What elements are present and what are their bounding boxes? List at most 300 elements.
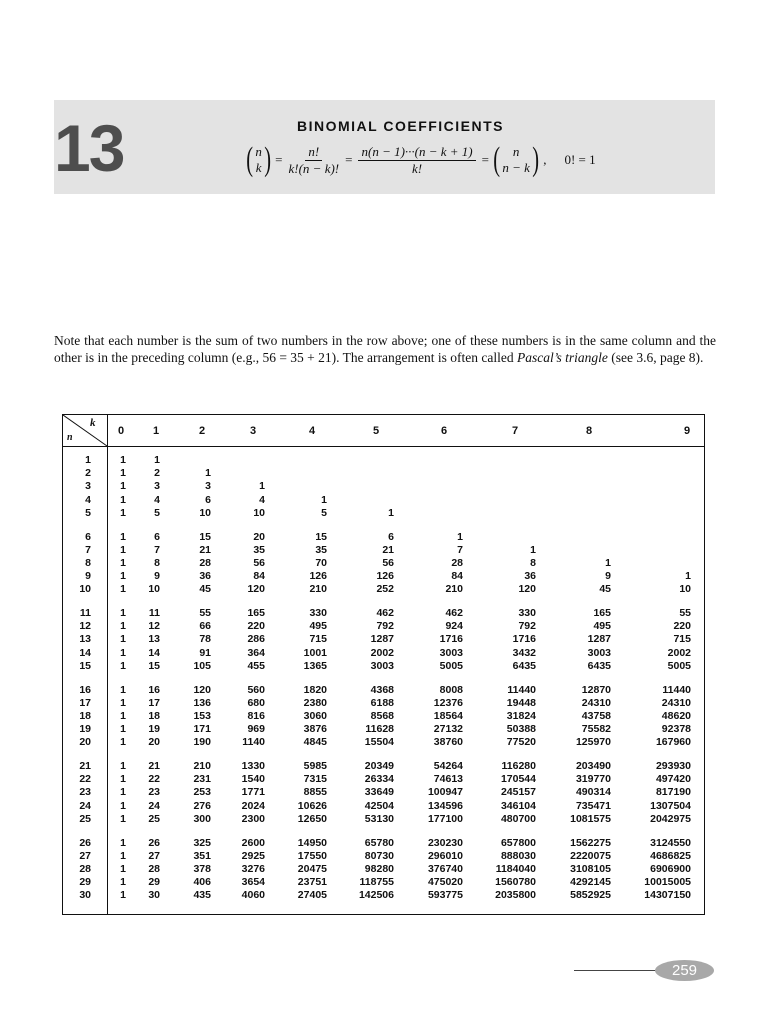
row-label-n-11: 11: [79, 607, 91, 619]
formula-fraction-1: [289, 144, 340, 177]
row-label-n-25: 25: [79, 812, 91, 825]
table-cell: 2380: [303, 696, 327, 709]
table-cell: 22: [148, 773, 160, 786]
row-label-n-30: 30: [79, 889, 91, 902]
table-cell: 253: [193, 786, 211, 799]
table-cell: 23: [148, 786, 160, 799]
row-label-n-7: 7: [85, 543, 91, 556]
row-label-n-8: 8: [85, 556, 91, 569]
table-cell: 14307150: [644, 889, 691, 902]
formula-binom-lhs: [255, 144, 262, 176]
table-cell: 1: [120, 556, 126, 569]
table-cell: 1: [120, 583, 126, 596]
table-cell: 177100: [427, 812, 463, 825]
table-cell: 29: [148, 876, 160, 889]
table-cell: 100947: [427, 786, 463, 799]
table-cell: 20349: [364, 760, 394, 772]
formula-frac1-denominator: k!(n − k)!: [288, 160, 340, 176]
table-cell: 8855: [303, 786, 327, 799]
table-cell: 792: [518, 620, 536, 633]
table-cell: 171: [193, 723, 211, 736]
table-cell: 1: [120, 773, 126, 786]
table-cell: 120: [193, 683, 211, 696]
corner-label-n: n: [67, 432, 73, 443]
table-cell: 276: [193, 799, 211, 812]
formula-frac1-numerator: n!: [305, 144, 322, 161]
table-cell: 126: [309, 570, 327, 583]
table-cell: 70: [315, 556, 327, 569]
table-cell: 26: [148, 836, 160, 849]
table-cell: 3876: [303, 723, 327, 736]
column-header-k-7: 7: [511, 425, 519, 437]
row-label-n-15: 15: [79, 659, 91, 672]
table-cell: 3654: [241, 876, 265, 889]
table-cell: 28: [451, 556, 463, 569]
row-label-n-6: 6: [85, 530, 91, 543]
table-cell: 5005: [439, 659, 463, 672]
table-cell: 406: [193, 876, 211, 889]
table-cell: 1: [259, 480, 265, 493]
table-cell: 210: [309, 583, 327, 596]
table-cell: 74613: [433, 773, 463, 786]
row-label-n-5: 5: [85, 506, 91, 519]
row-label-n-12: 12: [79, 620, 91, 633]
table-cell: 1184040: [495, 862, 536, 875]
formula-fraction-2: [358, 144, 475, 177]
table-cell: 593775: [427, 889, 463, 902]
table-cell: 1: [120, 760, 126, 772]
table-cell: 1: [120, 723, 126, 736]
table-cell: 1: [388, 506, 394, 519]
table-cell: 210: [445, 583, 463, 596]
table-cell: 3060: [303, 709, 327, 722]
table-cell: 3003: [587, 646, 611, 659]
table-cell: 33649: [364, 786, 394, 799]
table-cell: 5: [154, 506, 160, 519]
column-header-k-8: 8: [585, 425, 593, 437]
note-text-after: (see 3.6, page 8).: [607, 350, 704, 365]
column-header-k-3: 3: [249, 425, 257, 437]
table-cell: 816: [247, 709, 265, 722]
table-cell: 888030: [500, 849, 536, 862]
table-cell: 4292145: [570, 876, 611, 889]
page-number: 259: [655, 960, 714, 981]
table-cell: 1: [120, 696, 126, 709]
table-cell: 27405: [297, 889, 327, 902]
table-cell: 28: [148, 862, 160, 875]
table-cell: 18: [148, 709, 160, 722]
row-label-n-14: 14: [79, 646, 91, 659]
table-cell: 66: [199, 620, 211, 633]
table-cell: 55: [679, 607, 691, 619]
row-label-n-22: 22: [79, 773, 91, 786]
table-cell: 735471: [575, 799, 611, 812]
table-cell: 1: [605, 556, 611, 569]
table-cell: 475020: [427, 876, 463, 889]
table-cell: 165: [593, 607, 611, 619]
table-cell: 56: [382, 556, 394, 569]
table-cell: 462: [376, 607, 394, 619]
table-cell: 170544: [500, 773, 536, 786]
table-cell: 5852925: [570, 889, 611, 902]
table-cell: 4: [259, 493, 265, 506]
table-cell: 21: [199, 543, 211, 556]
table-cell: 26334: [364, 773, 394, 786]
table-cell: 24310: [581, 696, 611, 709]
formula-lhs-top: n: [255, 144, 262, 159]
table-cell: 84: [451, 570, 463, 583]
table-cell: 17550: [297, 849, 327, 862]
table-cell: 120: [518, 583, 536, 596]
table-cell: 455: [247, 659, 265, 672]
table-cell: 1: [120, 620, 126, 633]
table-cell: 10626: [297, 799, 327, 812]
table-cell: 1: [120, 876, 126, 889]
table-cell: 1: [120, 633, 126, 646]
table-cell: 1: [120, 889, 126, 902]
table-cell: 364: [247, 646, 265, 659]
formula-paren-open: (: [246, 141, 254, 178]
column-header-k-5: 5: [372, 425, 380, 437]
table-cell: 3276: [241, 862, 265, 875]
table-cell: 50388: [506, 723, 536, 736]
table-cell: 1: [120, 812, 126, 825]
table-cell: 43758: [581, 709, 611, 722]
table-cell: 8568: [370, 709, 394, 722]
table-cell: 495: [309, 620, 327, 633]
table-cell: 10: [199, 506, 211, 519]
table-cell: 2002: [667, 646, 691, 659]
table-cell: 3003: [370, 659, 394, 672]
table-cell: 495: [593, 620, 611, 633]
table-cell: 8: [530, 556, 536, 569]
table-cell: 1: [120, 786, 126, 799]
table-cell: 230230: [427, 836, 463, 849]
table-cell: 4060: [241, 889, 265, 902]
chapter-title: BINOMIAL COEFFICIENTS: [297, 118, 505, 134]
table-cell: 53130: [364, 812, 394, 825]
table-cell: 252: [376, 583, 394, 596]
table-cell: 1: [457, 530, 463, 543]
table-cell: 118755: [359, 876, 394, 889]
table-cell: 1: [120, 683, 126, 696]
table-cell: 969: [247, 723, 265, 736]
formula-equals: =: [481, 152, 489, 167]
table-cell: 924: [445, 620, 463, 633]
table-cell: 75582: [581, 723, 611, 736]
table-cell: 245157: [500, 786, 536, 799]
row-label-n-24: 24: [79, 799, 91, 812]
table-cell: 15: [148, 659, 160, 672]
table-cell: 136: [193, 696, 211, 709]
table-cell: 480700: [500, 812, 536, 825]
table-cell: 25: [148, 812, 160, 825]
table-cell: 1001: [303, 646, 327, 659]
table-cell: 65780: [364, 836, 394, 849]
row-label-n-9: 9: [85, 570, 91, 583]
table-cell: 167960: [655, 736, 691, 749]
table-cell: 54264: [433, 760, 463, 772]
table-cell: 91: [199, 646, 211, 659]
row-label-n-4: 4: [85, 493, 91, 506]
formula-lhs-bottom: k: [255, 160, 262, 175]
table-cell: 715: [309, 633, 327, 646]
table-cell: 220: [247, 620, 265, 633]
table-cell: 20: [148, 736, 160, 749]
table-cell: 27: [148, 849, 160, 862]
table-cell: 490314: [575, 786, 611, 799]
table-cell: 31824: [506, 709, 536, 722]
table-cell: 2042975: [650, 812, 691, 825]
table-cell: 14: [148, 646, 160, 659]
table-cell: 116280: [501, 760, 536, 772]
table-cell: 203490: [575, 760, 611, 772]
table-cell: 1: [120, 467, 126, 480]
table-cell: 300: [193, 812, 211, 825]
table-cell: 20475: [297, 862, 327, 875]
table-cell: 462: [445, 607, 463, 619]
table-cell: 1: [120, 480, 126, 493]
table-cell: 330: [518, 607, 536, 619]
table-cell: 1820: [303, 683, 327, 696]
row-label-n-13: 13: [79, 633, 91, 646]
row-label-separator: [107, 415, 108, 914]
table-cell: 38760: [433, 736, 463, 749]
formula-zero-factorial: 0! = 1: [564, 152, 596, 167]
table-cell: 1: [120, 849, 126, 862]
table-cell: 1: [120, 709, 126, 722]
table-cell: 2600: [241, 836, 265, 849]
table-cell: 8: [154, 556, 160, 569]
table-cell: 3432: [512, 646, 536, 659]
row-label-n-20: 20: [79, 736, 91, 749]
table-cell: 1: [120, 836, 126, 849]
table-cell: 2: [154, 467, 160, 480]
table-cell: 1: [120, 862, 126, 875]
table-cell: 16: [148, 683, 160, 696]
table-cell: 4686825: [650, 849, 691, 862]
table-cell: 1: [120, 799, 126, 812]
table-cell: 12: [148, 620, 160, 633]
table-cell: 92378: [661, 723, 691, 736]
row-label-n-1: 1: [85, 454, 91, 466]
column-header-k-2: 2: [198, 425, 206, 437]
table-cell: 21: [382, 543, 394, 556]
table-cell: 3124550: [650, 836, 691, 849]
table-cell: 19448: [506, 696, 536, 709]
row-label-n-23: 23: [79, 786, 91, 799]
table-cell: 1: [685, 570, 691, 583]
table-cell: 5005: [667, 659, 691, 672]
table-cell: 48620: [661, 709, 691, 722]
table-cell: 715: [673, 633, 691, 646]
table-cell: 293930: [655, 760, 691, 772]
row-label-n-2: 2: [85, 467, 91, 480]
table-cell: 1: [120, 454, 126, 466]
table-cell: 19: [148, 723, 160, 736]
binomial-formula: [244, 140, 596, 180]
table-cell: 78: [199, 633, 211, 646]
row-label-n-19: 19: [79, 723, 91, 736]
table-cell: 1562275: [570, 836, 611, 849]
table-cell: 1: [120, 570, 126, 583]
formula-paren-open: (: [493, 141, 501, 178]
table-cell: 376740: [427, 862, 463, 875]
table-cell: 1560780: [495, 876, 536, 889]
table-cell: 1: [120, 506, 126, 519]
table-cell: 435: [193, 889, 211, 902]
formula-rhs-top: n: [512, 144, 520, 159]
table-cell: 1: [120, 543, 126, 556]
table-cell: 7315: [303, 773, 327, 786]
formula-paren-close: ): [264, 141, 271, 178]
table-cell: 351: [193, 849, 211, 862]
table-cell: 231: [193, 773, 211, 786]
table-cell: 120: [247, 583, 265, 596]
table-cell: 1307504: [650, 799, 691, 812]
row-label-n-21: 21: [79, 760, 91, 772]
table-cell: 220: [673, 620, 691, 633]
page-number-rule: [574, 970, 658, 971]
table-cell: 5985: [303, 760, 327, 772]
table-cell: 11440: [507, 683, 536, 696]
chapter-number: 13: [54, 111, 124, 185]
table-cell: 6906900: [650, 862, 691, 875]
table-cell: 126: [376, 570, 394, 583]
row-label-n-26: 26: [79, 836, 91, 849]
table-cell: 1540: [241, 773, 265, 786]
table-cell: 190: [193, 736, 211, 749]
table-cell: 2035800: [495, 889, 536, 902]
table-cell: 36: [199, 570, 211, 583]
table-cell: 346104: [500, 799, 536, 812]
table-cell: 7: [457, 543, 463, 556]
table-cell: 36: [524, 570, 536, 583]
table-cell: 7: [154, 543, 160, 556]
table-cell: 84: [253, 570, 265, 583]
table-cell: 125970: [575, 736, 611, 749]
table-cell: 6188: [370, 696, 394, 709]
table-cell: 45: [599, 583, 611, 596]
column-header-k-9: 9: [683, 425, 691, 437]
table-cell: 2220075: [570, 849, 611, 862]
table-cell: 105: [193, 659, 211, 672]
formula-equals: =: [345, 152, 353, 167]
table-cell: 10015005: [644, 876, 691, 889]
table-cell: 15504: [364, 736, 394, 749]
table-cell: 1: [321, 493, 327, 506]
table-cell: 28: [199, 556, 211, 569]
table-cell: 24: [148, 799, 160, 812]
row-label-n-3: 3: [85, 480, 91, 493]
note-emphasis: Pascal’s triangle: [516, 350, 608, 365]
table-cell: 3: [154, 480, 160, 493]
table-cell: 1287: [587, 633, 611, 646]
table-cell: 6: [388, 530, 394, 543]
row-label-n-27: 27: [79, 849, 91, 862]
header-rule: [63, 446, 704, 447]
intro-note: [54, 332, 716, 367]
table-cell: 98280: [364, 862, 394, 875]
table-cell: 3108105: [570, 862, 611, 875]
table-cell: 15: [315, 530, 327, 543]
table-cell: 35: [315, 543, 327, 556]
row-label-n-18: 18: [79, 709, 91, 722]
table-cell: 2002: [370, 646, 394, 659]
table-cell: 18564: [433, 709, 463, 722]
table-cell: 20: [253, 530, 265, 543]
table-cell: 497420: [655, 773, 691, 786]
table-cell: 296010: [427, 849, 463, 862]
table-cell: 77520: [506, 736, 536, 749]
table-cell: 1: [530, 543, 536, 556]
formula-frac2-numerator: n(n − 1)···(n − k + 1): [358, 144, 475, 161]
table-cell: 325: [193, 836, 211, 849]
table-cell: 11: [148, 607, 160, 619]
table-cell: 286: [247, 633, 265, 646]
table-cell: 15: [199, 530, 211, 543]
table-cell: 2300: [241, 812, 265, 825]
table-cell: 1081575: [570, 812, 611, 825]
table-cell: 24310: [661, 696, 691, 709]
binomial-table: [62, 414, 705, 915]
table-cell: 6: [205, 493, 211, 506]
table-cell: 23751: [297, 876, 327, 889]
table-cell: 11440: [662, 683, 691, 696]
table-cell: 17: [148, 696, 160, 709]
table-cell: 4845: [303, 736, 327, 749]
formula-equals: =: [275, 152, 283, 167]
table-cell: 6435: [587, 659, 611, 672]
table-cell: 13: [148, 633, 160, 646]
column-header-k-4: 4: [308, 425, 316, 437]
formula-rhs-bottom: n − k: [502, 160, 530, 175]
table-cell: 9: [605, 570, 611, 583]
table-cell: 817190: [655, 786, 691, 799]
table-cell: 10: [148, 583, 160, 596]
table-cell: 12870: [581, 683, 611, 696]
row-label-n-17: 17: [79, 696, 91, 709]
table-cell: 1: [120, 493, 126, 506]
table-cell: 1: [120, 736, 126, 749]
table-cell: 560: [247, 683, 265, 696]
table-cell: 6435: [512, 659, 536, 672]
table-cell: 378: [193, 862, 211, 875]
column-header-k-6: 6: [440, 425, 448, 437]
table-cell: 1771: [241, 786, 265, 799]
column-header-k-1: 1: [152, 425, 160, 437]
table-cell: 153: [193, 709, 211, 722]
table-cell: 1716: [439, 633, 463, 646]
table-cell: 27132: [433, 723, 463, 736]
table-cell: 80730: [364, 849, 394, 862]
table-cell: 1: [120, 530, 126, 543]
table-cell: 30: [148, 889, 160, 902]
table-cell: 11628: [365, 723, 394, 736]
table-cell: 657800: [500, 836, 536, 849]
table-cell: 35: [253, 543, 265, 556]
table-cell: 1: [120, 607, 126, 619]
table-cell: 8008: [439, 683, 463, 696]
formula-paren-close: ): [532, 141, 539, 178]
table-cell: 134596: [427, 799, 463, 812]
table-cell: 2925: [241, 849, 265, 862]
table-cell: 142506: [358, 889, 394, 902]
column-header-k-0: 0: [117, 425, 125, 437]
table-cell: 1365: [303, 659, 327, 672]
table-cell: 42504: [364, 799, 394, 812]
table-cell: 4368: [370, 683, 394, 696]
